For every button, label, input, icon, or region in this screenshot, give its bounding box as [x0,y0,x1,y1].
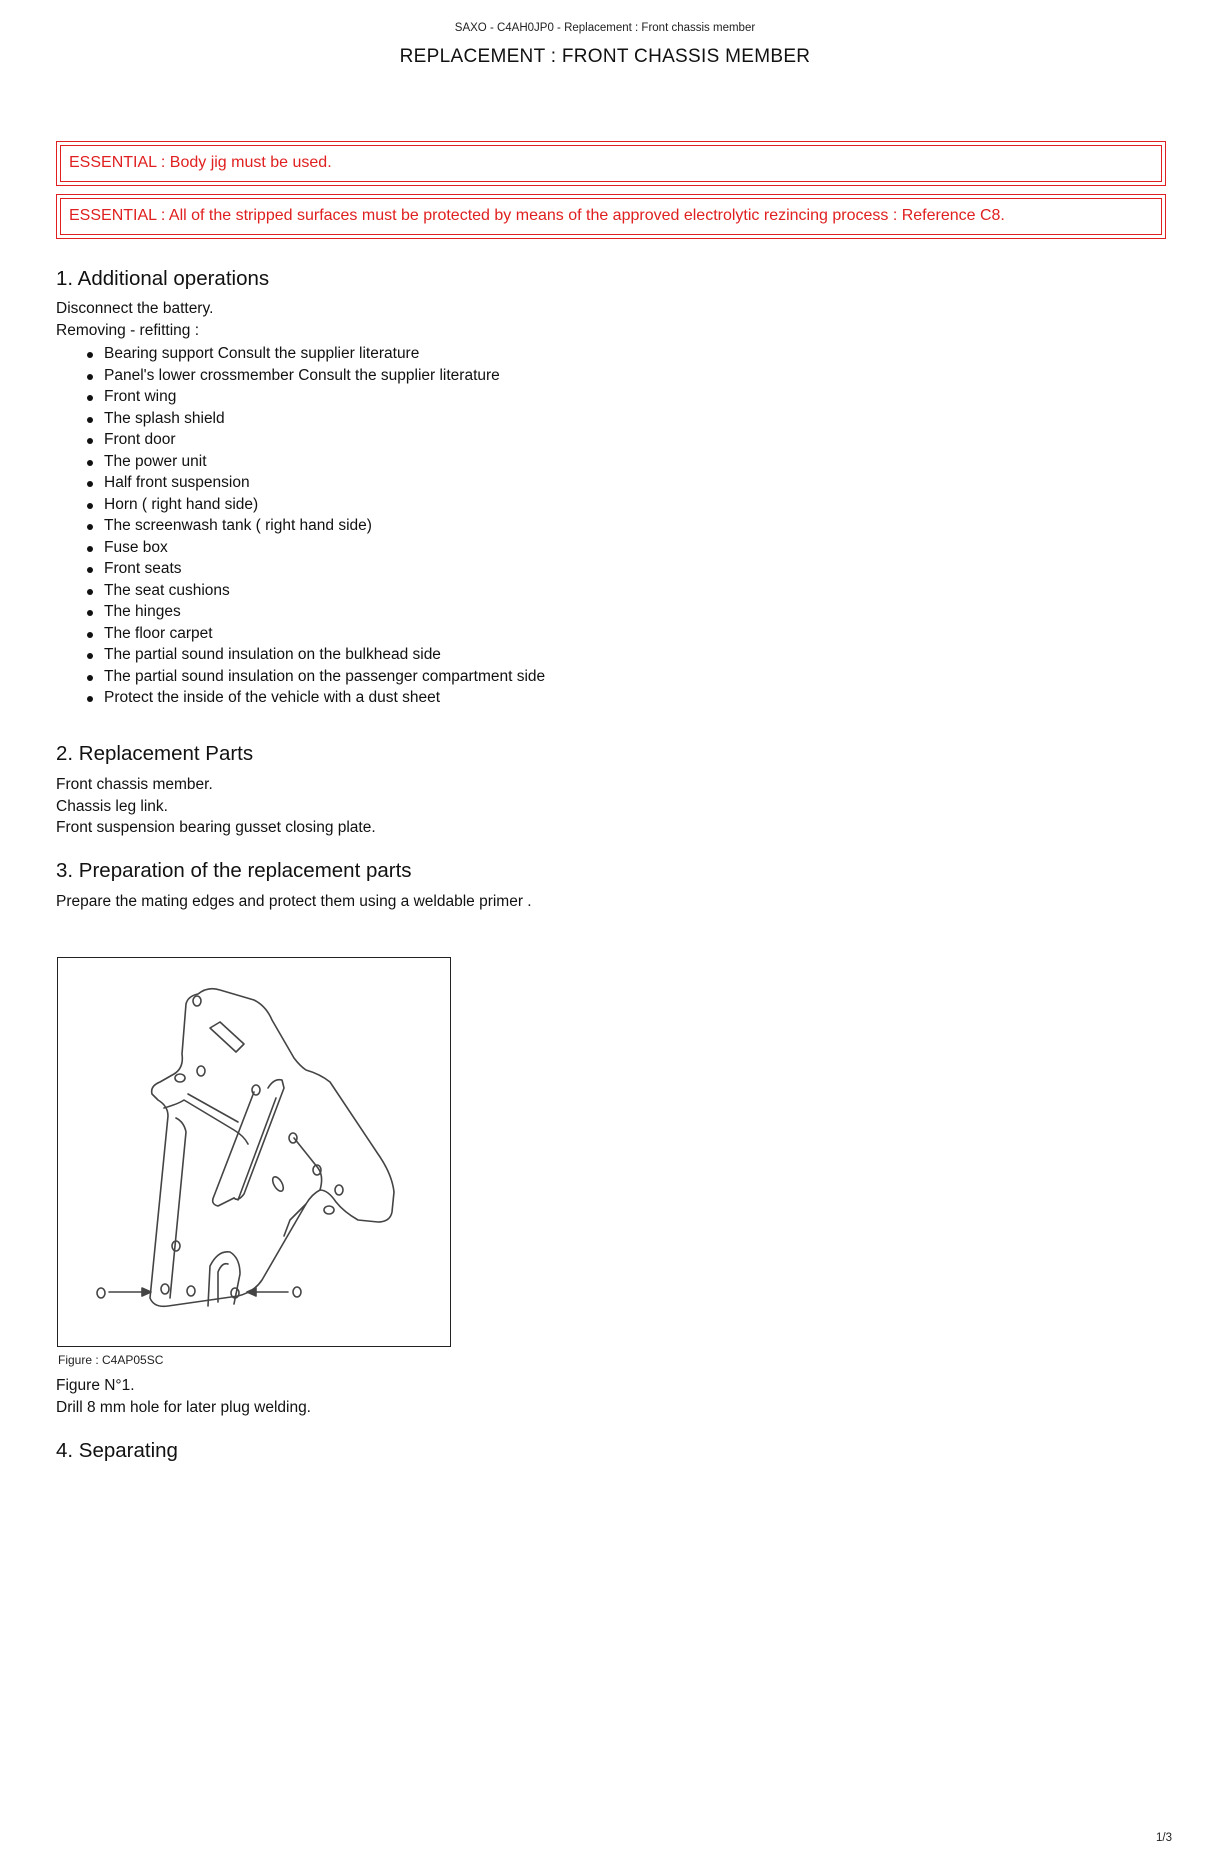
list-item: Front seats [56,558,545,580]
figure-label: Figure N°1. [56,1377,135,1394]
list-item: Bearing support Consult the supplier literature [56,343,545,365]
operations-list [56,343,545,709]
subtitle-text: Removing - refitting : [56,321,199,339]
section-title-separating: 4. Separating [56,1439,178,1462]
running-header: SAXO - C4AH0JP0 - Replacement : Front chassis member [454,22,756,34]
list-item: The partial sound insulation on the passenger compartment side [56,666,545,688]
list-item: Front wing [56,386,545,408]
preparation-text: Prepare the mating edges and protect them using a weldable primer . [56,893,532,910]
list-item: Panel's lower crossmember Consult the supplier literature [56,365,545,387]
page-number: 1/3 [1156,1832,1172,1844]
section-title-preparation: 3. Preparation of the replacement parts [56,859,412,882]
part-line: Chassis leg link. [56,797,168,815]
list-item: The splash shield [56,408,545,430]
list-item: Protect the inside of the vehicle with a dust sheet [56,687,545,709]
list-item: Fuse box [56,537,545,559]
essential-text: ESSENTIAL : All of the stripped surfaces must be protected by means of the approved electrolytic rezincing process : Reference C8. [60,198,1162,235]
list-item: The screenwash tank ( right hand side) [56,515,545,537]
list-item: The floor carpet [56,623,545,645]
list-item: Front door [56,429,545,451]
essential-notice-rezincing [56,194,1166,239]
list-item: Half front suspension [56,472,545,494]
figure-description: Drill 8 mm hole for later plug welding. [56,1398,311,1416]
part-line: Front suspension bearing gusset closing plate. [56,819,376,836]
list-item: The hinges [56,601,545,623]
list-item: Horn ( right hand side) [56,494,545,516]
essential-text: ESSENTIAL : Body jig must be used. [60,145,1162,182]
chassis-member-drawing [58,958,452,1348]
figure-c4ap05sc [57,957,451,1347]
section-title-replacement-parts: 2. Replacement Parts [56,742,254,765]
figure-caption: Figure : C4AP05SC [58,1353,164,1367]
list-item: The partial sound insulation on the bulkhead side [56,644,545,666]
part-line: Front chassis member. [56,776,213,793]
list-item: The power unit [56,451,545,473]
section-title-additional-operations: 1. Additional operations [56,267,270,290]
intro-text: Disconnect the battery. [56,300,214,317]
essential-notice-body-jig [56,141,1166,186]
list-item: The seat cushions [56,580,545,602]
page-title: REPLACEMENT : FRONT CHASSIS MEMBER [399,46,811,67]
